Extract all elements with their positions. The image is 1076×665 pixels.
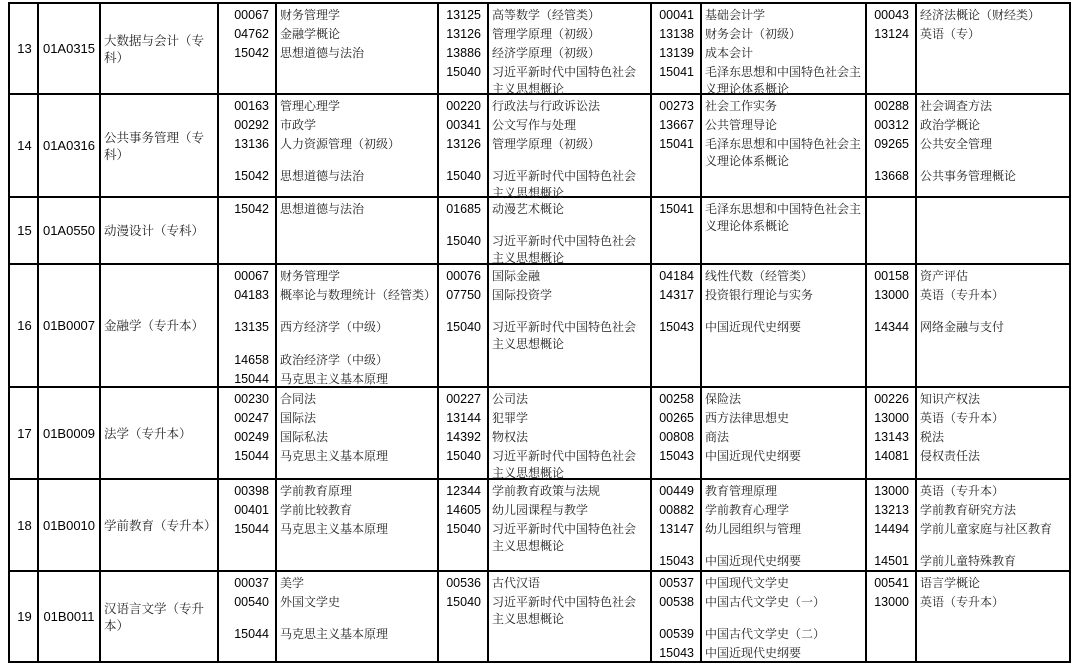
course-name: 资产评估 [920,269,969,283]
course-code: 12344 [446,484,481,498]
course-code: 13138 [659,27,694,41]
course-name-cell [275,572,437,661]
course-name-cell [275,4,437,93]
course-code-cell [437,388,487,478]
course-name: 马克思主义基本原理 [280,627,389,641]
course-code: 04762 [234,27,269,41]
course-name: 学前教育原理 [280,484,353,498]
course-name: 幼儿园组织与管理 [705,522,802,536]
course-name: 公共事务管理概论 [920,169,1017,183]
course-name: 古代汉语 [492,576,541,590]
course-name: 公共管理导论 [705,118,778,132]
course-name: 动漫艺术概论 [492,202,565,216]
course-name: 政治经济学（中级） [280,353,389,367]
course-name: 公文写作与处理 [492,118,577,132]
major-name [99,480,217,570]
course-name: 物权法 [492,430,529,444]
row-index: 15 [17,223,32,238]
course-code: 15040 [446,320,481,334]
course-code: 00449 [659,484,694,498]
course-code: 15042 [234,202,269,216]
course-code-cell [217,95,275,196]
course-code: 00265 [659,411,694,425]
course-code: 00541 [874,576,909,590]
course-code-cell [865,572,915,661]
course-code: 00540 [234,595,269,609]
course-code: 00273 [659,99,694,113]
course-name: 财务管理学 [280,269,341,283]
course-code: 09265 [874,137,909,151]
major-name [99,572,217,661]
course-name: 社会工作实务 [705,99,778,113]
major-name-text: 学前教育（专升本） [104,517,217,533]
course-code-cell [650,480,700,570]
course-name: 金融学概论 [280,27,341,41]
course-name-cell [700,572,865,661]
course-code-cell [437,265,487,386]
course-code: 13126 [446,137,481,151]
table-row [8,480,1071,572]
course-code-cell [650,388,700,478]
course-name-cell [487,388,650,478]
course-name: 公司法 [492,392,529,406]
course-code-cell [437,572,487,661]
course-code: 00041 [659,8,694,22]
course-code-cell [437,198,487,263]
course-name: 中国古代文学史（二） [705,627,826,641]
course-name: 思想道德与法治 [280,169,365,183]
course-name: 商法 [705,430,730,444]
course-code: 13667 [659,118,694,132]
course-name: 马克思主义基本原理 [280,372,389,386]
course-name-cell [487,95,650,200]
course-code: 14344 [874,320,909,334]
course-code: 00220 [446,99,481,113]
course-code: 15044 [234,449,269,463]
course-code: 14392 [446,430,481,444]
course-name-cell [487,265,650,386]
course-code: 15042 [234,46,269,60]
major-code: 01B0007 [37,265,99,386]
course-code: 14658 [234,353,269,367]
course-code: 13000 [874,484,909,498]
course-code: 15044 [234,627,269,641]
course-name: 教育管理原理 [705,484,778,498]
course-code: 04183 [234,288,269,302]
course-name-cell [700,4,865,96]
course-name: 学前教育政策与法规 [492,484,601,498]
course-code: 00882 [659,503,694,517]
course-name: 学前教育心理学 [705,503,790,517]
course-name-cell [915,572,1071,661]
course-name-cell [487,4,650,96]
course-name: 线性代数（经管类） [705,269,814,283]
course-code-cell [650,265,700,386]
course-name: 英语（专） [920,27,981,41]
course-name-cell [700,388,865,478]
course-code-cell [217,4,275,93]
course-code: 13136 [234,137,269,151]
course-name: 幼儿园课程与教学 [492,503,589,517]
course-code: 13126 [446,27,481,41]
course-code: 13000 [874,411,909,425]
table-row [8,95,1071,198]
course-code: 13144 [446,411,481,425]
course-name: 思想道德与法治 [280,46,365,60]
course-code: 00249 [234,430,269,444]
course-name: 保险法 [705,392,742,406]
course-name: 中国古代文学史（一） [705,595,826,609]
course-name: 中国近现代史纲要 [705,449,802,463]
course-name: 习近平新时代中国特色社会主义思想概论 [492,234,637,265]
course-code-cell [865,198,915,263]
row-index: 16 [17,318,32,333]
course-name: 学前比较教育 [280,503,353,517]
course-name: 犯罪学 [492,411,529,425]
course-code: 04184 [659,269,694,283]
course-code: 00067 [234,8,269,22]
course-name: 管理心理学 [280,99,341,113]
course-name: 财务管理学 [280,8,341,22]
course-code: 13139 [659,46,694,60]
course-code: 15040 [446,522,481,536]
course-code: 15043 [659,554,694,568]
course-code-cell [650,572,700,661]
course-code-cell [217,388,275,478]
major-code: 01B0009 [37,388,99,478]
course-name: 人力资源管理（初级） [280,137,401,151]
course-code: 00037 [234,576,269,590]
course-name: 西方经济学（中级） [280,320,389,334]
course-code: 15040 [446,234,481,248]
course-name-cell [700,198,865,263]
table-row [8,265,1071,388]
course-name: 国际法 [280,411,317,425]
course-code: 00538 [659,595,694,609]
course-code: 13213 [874,503,909,517]
course-code: 15040 [446,169,481,183]
course-name: 市政学 [280,118,317,132]
course-code: 00539 [659,627,694,641]
major-name-text: 金融学（专升本） [104,318,205,333]
table-row [8,198,1071,265]
course-name: 思想道德与法治 [280,202,365,216]
course-code: 14494 [874,522,909,536]
course-name: 国际金融 [492,269,541,283]
course-name: 投资银行理论与实务 [705,288,814,302]
course-code: 15041 [659,202,694,216]
course-code: 15042 [234,169,269,183]
course-code: 00536 [446,576,481,590]
course-name: 学前儿童家庭与社区教育 [920,522,1053,536]
course-code-cell [865,480,915,570]
course-code: 13124 [874,27,909,41]
course-code: 15044 [234,522,269,536]
course-code: 13668 [874,169,909,183]
course-name: 外国文学史 [280,595,341,609]
table-row [8,2,1071,95]
course-code-cell [650,95,700,196]
course-code-cell [217,265,275,386]
course-code: 00808 [659,430,694,444]
course-code-cell [217,572,275,661]
major-name-text: 法学（专升本） [104,425,192,441]
major-code: 01B0011 [37,572,99,661]
course-code: 00288 [874,99,909,113]
course-code: 14081 [874,449,909,463]
course-code-cell [217,198,275,263]
course-code-cell [437,95,487,196]
course-name: 美学 [280,576,305,590]
major-name [99,95,217,196]
course-code: 13000 [874,595,909,609]
course-name: 中国近现代史纲要 [705,646,802,660]
table-row [8,572,1071,663]
course-name: 国际私法 [280,430,329,444]
course-code-cell [217,480,275,570]
course-name: 学前教育研究方法 [920,503,1017,517]
course-code: 15040 [446,595,481,609]
course-name: 中国近现代史纲要 [705,320,802,334]
table-row [8,388,1071,480]
course-name: 网络金融与支付 [920,320,1005,334]
course-code: 15043 [659,646,694,660]
major-name-text: 动漫设计（专科） [104,223,205,238]
course-name: 基础会计学 [705,8,766,22]
course-code: 15043 [659,449,694,463]
row-index: 14 [17,138,32,153]
course-code: 13135 [234,320,269,334]
course-name: 税法 [920,430,945,444]
course-name: 财务会计（初级） [705,27,802,41]
course-code: 14605 [446,503,481,517]
course-code: 00401 [234,503,269,517]
course-name: 知识产权法 [920,392,981,406]
course-code-cell [865,265,915,386]
course-code: 01685 [446,202,481,216]
course-name: 公共安全管理 [920,137,993,151]
course-code: 15040 [446,65,481,79]
course-name: 英语（专升本） [920,288,1005,302]
course-code: 00398 [234,484,269,498]
course-name-cell [915,480,1071,570]
course-code: 00537 [659,576,694,590]
row-index: 19 [17,609,32,624]
course-name-cell [700,265,865,386]
course-code: 00292 [234,118,269,132]
course-name: 高等数学（经管类） [492,8,601,22]
course-name: 英语（专升本） [920,484,1005,498]
course-code: 00076 [446,269,481,283]
course-name: 习近平新时代中国特色社会主义思想概论 [492,320,637,351]
course-code: 07750 [446,288,481,302]
course-name-cell [700,480,865,570]
major-code: 01A0315 [37,4,99,93]
course-name: 政治学概论 [920,118,981,132]
course-code: 15041 [659,65,694,79]
course-name-cell [487,572,650,661]
course-code-cell [650,198,700,263]
course-name: 英语（专升本） [920,595,1005,609]
course-name-cell [915,4,1071,93]
course-name: 成本会计 [705,46,754,60]
major-code: 01B0010 [37,480,99,570]
course-code: 00230 [234,392,269,406]
course-name: 管理学原理（初级） [492,27,601,41]
course-name-cell [915,265,1071,386]
course-name-cell [915,388,1071,478]
course-name: 马克思主义基本原理 [280,449,389,463]
course-code: 14317 [659,288,694,302]
course-code-cell [437,4,487,93]
major-code: 01A0316 [37,95,99,196]
course-name: 习近平新时代中国特色社会主义思想概论 [492,65,637,96]
course-code: 13886 [446,46,481,60]
course-code: 00312 [874,118,909,132]
course-name-cell [275,480,437,570]
course-code-cell [865,388,915,478]
major-code: 01A0550 [37,198,99,263]
course-code: 00226 [874,392,909,406]
course-code: 00247 [234,411,269,425]
row-index: 17 [17,425,32,441]
course-name: 国际投资学 [492,288,553,302]
course-code: 00067 [234,269,269,283]
course-name-cell [275,198,437,263]
course-code: 00158 [874,269,909,283]
major-name [99,4,217,93]
major-name [99,388,217,478]
course-name: 西方法律思想史 [705,411,790,425]
course-code: 13147 [659,522,694,536]
course-name: 行政法与行政诉讼法 [492,99,601,113]
course-name-cell [915,95,1071,196]
course-code: 00258 [659,392,694,406]
row-index: 18 [17,517,32,533]
course-name-cell [275,388,437,478]
course-name: 学前儿童特殊教育 [920,554,1017,568]
course-code: 13125 [446,8,481,22]
course-code: 00227 [446,392,481,406]
course-name: 经济法概论（财经类） [920,8,1041,22]
course-code: 00043 [874,8,909,22]
major-name-text: 公共事务管理（专科） [104,129,205,162]
course-name: 习近平新时代中国特色社会主义思想概论 [492,595,637,626]
course-name: 毛泽东思想和中国特色社会主义理论体系概论 [705,65,862,96]
course-code: 14501 [874,554,909,568]
course-code: 15041 [659,137,694,151]
course-name: 经济学原理（初级） [492,46,601,60]
course-name: 管理学原理（初级） [492,137,601,151]
major-name [99,198,217,263]
course-code-cell [650,4,700,93]
course-name: 习近平新时代中国特色社会主义思想概论 [492,169,637,200]
course-name: 中国近现代史纲要 [705,554,802,568]
course-name: 马克思主义基本原理 [280,522,389,536]
course-code-cell [865,4,915,93]
course-name: 合同法 [280,392,317,406]
course-name: 英语（专升本） [920,411,1005,425]
course-code-cell [865,95,915,196]
row-index: 13 [17,41,32,56]
course-code: 15043 [659,320,694,334]
course-name: 侵权责任法 [920,449,981,463]
major-name-text: 大数据与会计（专科） [104,32,205,65]
course-code-cell [437,480,487,570]
course-code: 15040 [446,449,481,463]
course-name: 概率论与数理统计（经管类） [280,288,437,302]
course-name-cell [487,198,650,263]
course-name: 习近平新时代中国特色社会主义思想概论 [492,449,637,480]
course-code: 13000 [874,288,909,302]
course-name: 社会调查方法 [920,99,993,113]
course-name: 中国现代文学史 [705,576,790,590]
major-name-text: 汉语言文学（专升本） [104,600,205,633]
course-name-cell [915,198,1071,263]
course-name-cell [487,480,650,570]
course-code: 00341 [446,118,481,132]
course-code: 00163 [234,99,269,113]
course-code: 13143 [874,430,909,444]
course-name-cell [275,265,437,386]
major-name [99,265,217,386]
course-name: 习近平新时代中国特色社会主义思想概论 [492,522,637,553]
course-name: 毛泽东思想和中国特色社会主义理论体系概论 [705,202,862,233]
course-name: 语言学概论 [920,576,981,590]
course-name: 毛泽东思想和中国特色社会主义理论体系概论 [705,137,862,168]
course-name-cell [700,95,865,196]
course-code: 15044 [234,372,269,386]
course-name-cell [275,95,437,196]
